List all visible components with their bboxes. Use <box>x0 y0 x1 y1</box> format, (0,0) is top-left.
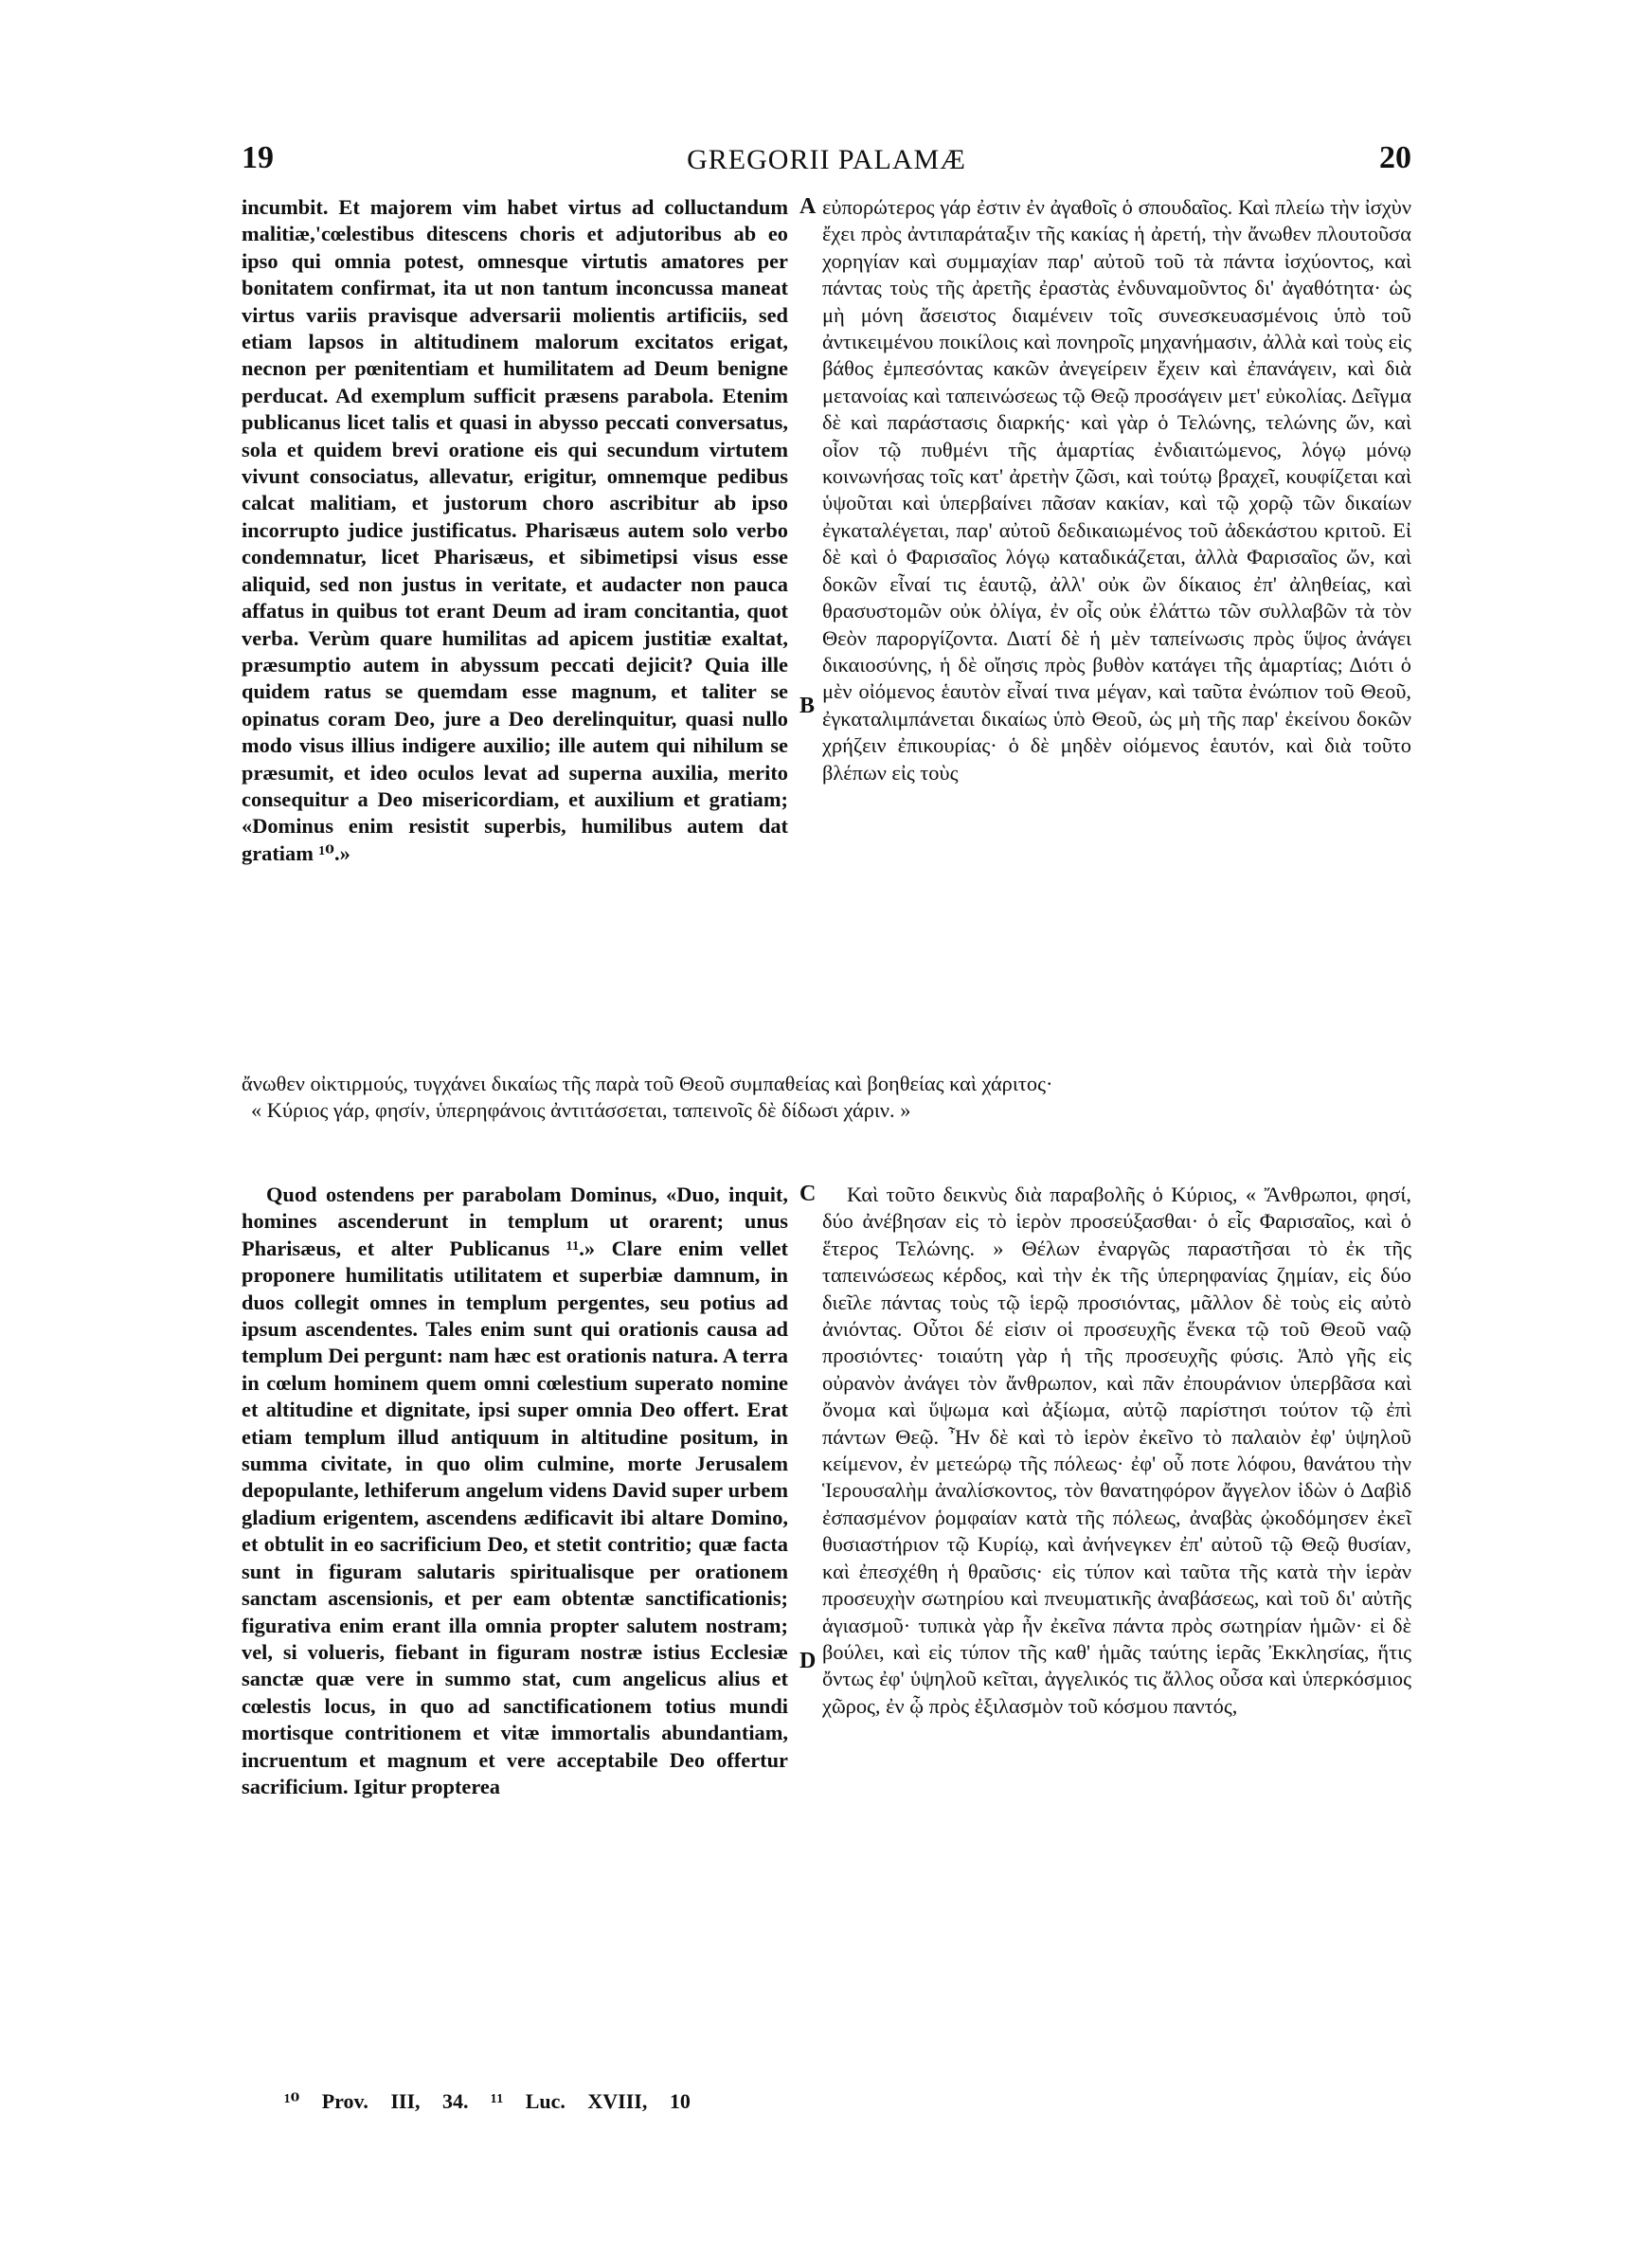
running-title: GREGORII PALAMÆ <box>687 144 966 175</box>
latin-column-lower <box>242 1182 788 2044</box>
latin-column-upper <box>242 194 788 1066</box>
greek-column-upper <box>822 194 1411 1066</box>
margin-marker-c: C <box>799 1182 817 1206</box>
greek-column-lower <box>822 1182 1411 2044</box>
footnotes: ¹⁰ Prov. III, 34. ¹¹ Luc. XVIII, 10 <box>284 2089 691 2113</box>
margin-marker-a: A <box>799 194 817 219</box>
page-number-right: 20 <box>1379 140 1411 175</box>
greek-paragraph-lower: Καὶ τοῦτο δεικνὺς διὰ παραβολῆς ὁ Κύριος, « Ἄνθρωποι, φησί, δύο ἀνέβησαν εἰς τὸ ἱερὸν προσεύξασθαι· ὁ εἷς Φαρισαῖος, καὶ ὁ ἕτερος Τελώνης. » Θέλων ἐναργῶς παραστῆσαι τὸ ἐκ τῆς ταπεινώσεως κέρδος, καὶ τὴν ἐκ τῆς ὑπερηφανίας ζημίαν, εἰς δύο διεῖλε πάντας τοὺς τῷ ἱερῷ προσιόντας, μᾶλλον δὲ τοὺς εἰς αὐτὸ ἀνιόντας. Οὗτοι δέ εἰσιν οἱ προσευχῆς ἕνεκα τῷ τοῦ Θεοῦ ναῷ προσιόντες· τοιαύτη γὰρ ἡ τῆς προσευχῆς φύσις. Ἀπὸ γῆς εἰς οὐρανὸν ἀνάγει τὸν ἄνθρωπον, καὶ πᾶν ἐπουράνιον ὑπερβᾶσα καὶ ὄνομα καὶ ὕψωμα καὶ ἀξίωμα, αὐτῷ παρίστησι τούτον τῷ ἐπὶ πάντων Θεῷ. Ἦν δὲ καὶ τὸ ἱερὸν ἐκεῖνο τὸ παλαιὸν ἐφ' ὑψηλοῦ κείμενον, ἐν μετεώρῳ τῆς πόλεως· ἐφ' οὗ ποτε λόφου, θανάτου τὴν Ἱερουσαλὴμ ἀναλίσκοντος, τὸν θανατηφόρον ἄγγελον ἰδὼν ὁ Δαβὶδ ἐσπασμένον ῥομφαίαν κατὰ τῆς πόλεως, ἀναβὰς ᾠκοδόμησεν ἐκεῖ θυσιαστήριον τῷ Κυρίῳ, καὶ ἀνήνεγκεν ἐπ' αὐτοῦ τῷ Θεῷ θυσίαν, καὶ ἐπεσχέθη ἡ θραῦσις· εἰς τύπον καὶ ταῦτα τῆς κατὰ τὴν ἱερὰν προσευχὴν σωτηρίου καὶ πνευματικῆς ἀναβάσεως, καὶ τοῦ δι' αὐτῆς ἁγιασμοῦ· τυπικὰ γὰρ ἦν ἐκεῖνα πάντα πρὸς σωτηρίαν ἡμῶν· εἰ δὲ βούλει, καὶ εἰς τύπον τῆς καθ' ἡμᾶς ταύτης ἱερᾶς Ἐκκλησίας, ἥτις ὄντως ἐφ' ὑψηλοῦ κεῖται, ἀγγελικός τις ἄλλος οὖσα καὶ ὑπερκόσμιος χῶρος, ἐν ᾧ πρὸς ἐξιλασμὸν τοῦ κόσμου παντός, <box>822 1183 1411 1718</box>
greek-full-line-1: ἄνωθεν οἰκτιρμούς, τυγχάνει δικαίως τῆς παρὰ τοῦ Θεοῦ συμπαθείας καὶ βοηθείας καὶ χάριτος· <box>242 1072 1053 1095</box>
latin-paragraph-upper: incumbit. Et majorem vim habet virtus ad colluctandum malitiæ,'cœlestibus ditescens choris et adjutoribus ab eo ipso qui omnia potest, omnesque virtutis amatores per bonitatem confirmat, ita ut non tantum inconcussa maneat virtus variis pravisque adversarii molientis artificiis, sed etiam lapsos in altitudinem malorum excitatos erigat, necnon per pœnitentiam et humilitatem ad Deum benigne perducat. Ad exemplum sufficit præsens parabola. Etenim publicanus licet talis et quasi in abysso peccati conversatus, sola et quidem brevi oratione eis qui secundum virtutem vivunt consociatus, allevatur, erigitur, omnemque pedibus calcat malitiam, et justorum choro ascribitur ab ipso incorrupto judice justificatus. Pharisæus autem solo verbo condemnatur, licet Pharisæus, et sibimetipsi visus esse aliquid, sed non justus in veritate, et audacter non pauca affatus in quibus tot erant Deum ad iram concitantia, quot verba. Verùm quare humilitas ad apicem justitiæ exaltat, præsumptio autem in abyssum peccati dejicit? Quia ille quidem ratus se quemdam esse magnum, et taliter se opinatus coram Deo, jure a Deo derelinquitur, quasi nullo modo visus illius indigere auxilio; ille autem qui nihilum se præsumit, et ideo oculos levat ad superna auxilia, merito consequitur a Deo misericordiam, et auxilium et gratiam; «Dominus enim resistit superbis, humilibus autem dat gratiam ¹⁰.» <box>242 195 788 865</box>
greek-full-width-lines <box>242 1071 1411 1125</box>
page-header <box>242 140 1411 188</box>
greek-full-line-2: « Κύριος γάρ, φησίν, ὑπερηφάνοις ἀντιτάσσεται, ταπεινοῖς δὲ δίδωσι χάριν. » <box>251 1098 911 1123</box>
margin-marker-d: D <box>799 1649 817 1673</box>
greek-paragraph-upper: εὐπορώτερος γάρ ἐστιν ἐν ἀγαθοῖς ὁ σπουδαῖος. Καὶ πλείω τὴν ἰσχὺν ἔχει πρὸς ἀντιπαράταξιν τῆς κακίας ἡ ἀρετή, τὴν ἄνωθεν πλουτοῦσα χορηγίαν καὶ συμμαχίαν παρ' αὐτοῦ τοῦ τὰ πάντα ἰσχύοντος, καὶ πάντας τοὺς τῆς ἀρετῆς ἐραστὰς ἐνδυναμοῦντος δι' ἀγαθότητα· ὡς μὴ μόνη ἄσειστος διαμένειν τοῖς συνεσκευασμένοις ὑπὸ τοῦ ἀντικειμένου ποικίλοις καὶ πονηροῖς μηχανήμασιν, ἀλλὰ καὶ τοὺς εἰς βάθος ἐμπεσόντας κακῶν ἀνεγείρειν ἔχειν καὶ ἐπανάγειν, καὶ διὰ μετανοίας καὶ ταπεινώσεως τῷ Θεῷ προσάγειν μετ' εὐκολίας. Δεῖγμα δὲ καὶ παράστασις διαρκής· καὶ γὰρ ὁ Τελώνης, τελώνης ὤν, καὶ οἷον τῷ πυθμένι τῆς ἁμαρτίας ἐνδιαιτώμενος, λόγῳ μόνῳ κοινωνήσας τοῖς κατ' ἀρετὴν ζῶσι, καὶ τούτῳ βραχεῖ, κουφίζεται καὶ ὑψοῦται καὶ ὑπερβαίνει πᾶσαν κακίαν, καὶ τῷ χορῷ τῶν δικαίων ἐγκαταλέγεται, παρ' αὐτοῦ δεδικαιωμένος τοῦ ἀδεκάστου κριτοῦ. Εἰ δὲ καὶ ὁ Φαρισαῖος λόγῳ καταδικάζεται, ἀλλὰ Φαρισαῖος ὤν, καὶ δοκῶν εἶναί τις ἑαυτῷ, ἀλλ' οὐκ ὢν δίκαιος ἐπ' ἀληθείας, καὶ θρασυστομῶν οὐκ ὀλίγα, ἐν οἷς οὐκ ἐλάττω τῶν συλλαβῶν τὰ τὸν Θεὸν παροργίζοντα. Διατί δὲ ἡ μὲν ταπείνωσις πρὸς ὕψος ἀνάγει δικαιοσύνης, ἡ δὲ οἴησις πρὸς βυθὸν κατάγει τῆς ἁμαρτίας; Διότι ὁ μὲν οἰόμενος ἑαυτὸν εἶναί τινα μέγαν, καὶ ταῦτα ἐνώπιον τοῦ Θεοῦ, ἐγκαταλιμπάνεται δικαίως ὑπὸ Θεοῦ, ὡς μὴ τῆς παρ' ἐκείνου δοκῶν χρήζειν ἐπικουρίας· ὁ δὲ μηδὲν οἰόμενος ἑαυτόν, καὶ διὰ τοῦτο βλέπων εἰς τοὺς <box>822 195 1411 785</box>
latin-paragraph-lower: Quod ostendens per parabolam Dominus, «Duo, inquit, homines ascenderunt in templum ut orarent; unus Pharisæus, et alter Publicanus ¹¹.» Clare enim vellet proponere humilitatis utilitatem et superbiæ damnum, in duos collegit omnes in templum pergentes, seu potius ad ipsum ascendentes. Tales enim sunt qui orationis causa ad templum Dei pergunt: nam hæc est orationis natura. A terra in cœlum hominem quem omni cœlestium superato nomine et altitudine et dignitate, ipsi super omnia Deo offert. Erat etiam templum illud antiquum in altitudine positum, in summa civitate, in quo olim culmine, morte Jerusalem depopulante, lethiferum angelum videns David super urbem gladium erigentem, ascendens ædificavit ibi altare Domino, et obtulit in eo sacrificium Deo, et stetit contritio; quæ facta sunt in figuram salutaris spiritualisque per orationem sanctam ascensionis, et per eam obtentæ sanctificationis; figurativa enim erant illa omnia propter salutem nostram; vel, si volueris, fiebant in figuram nostræ istius Ecclesiæ sanctæ quæ vere in summo stat, cum angelicus alius et cœlestis locus, in quo ad sanctificationem totius mundi mortisque contritionem et vitæ immortalis abundantiam, incruentum et magnum et vere acceptabile Deo offertur sacrificium. Igitur propterea <box>242 1183 788 1798</box>
margin-marker-b: B <box>799 694 816 718</box>
page-number-left: 19 <box>242 140 274 175</box>
